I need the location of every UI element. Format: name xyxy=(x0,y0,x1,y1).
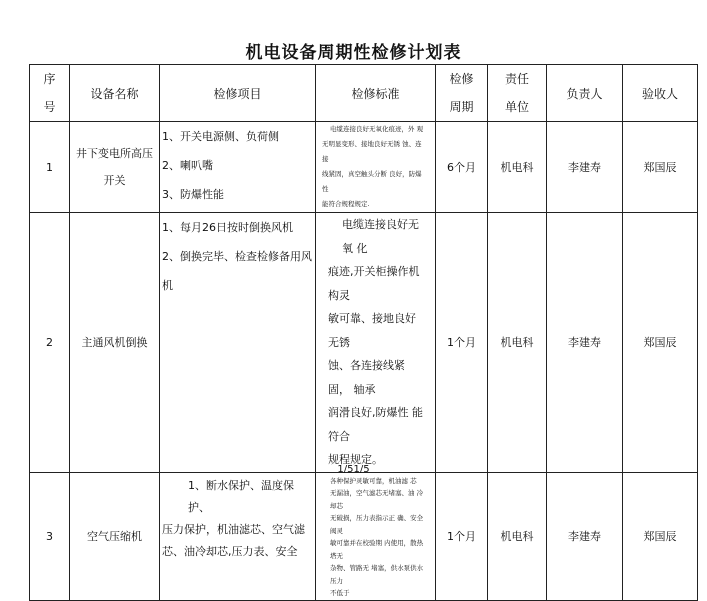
row-owner: 李建寿 xyxy=(547,472,623,600)
row-standard: 电缆连接良好无氧 化 痕迹,开关柜操作机 构灵 敏可靠、接地良好 无锈 蚀、各连接线紧固， 轴承 润滑良好,防爆性 能符合 规程规定。 xyxy=(316,213,436,473)
header-cycle: 检修 周期 xyxy=(436,65,488,122)
header-inspector: 验收人 xyxy=(623,65,698,122)
maintenance-plan-table xyxy=(29,64,698,601)
row-items: 1、开关电源侧、负荷侧 2、喇叭嘴 3、防爆性能 xyxy=(160,122,316,213)
header-items: 检修项目 xyxy=(160,65,316,122)
table-row xyxy=(30,122,698,213)
row-seq: 1 xyxy=(30,122,70,213)
row-owner: 李建寿 xyxy=(547,213,623,473)
row-inspector: 郑国辰 xyxy=(623,122,698,213)
row-equipment: 主通风机倒换 xyxy=(70,213,160,473)
page-number: 1/51/5 xyxy=(337,464,370,475)
row-standard: 电缆连接良好无氧化痕迹，外 观 无明显变形、接地良好无锈 蚀、连接 线紧固，真空触头分断 良好，防爆性 能符合规程规定. xyxy=(316,122,436,213)
row-seq: 2 xyxy=(30,213,70,473)
row-cycle: 6个月 xyxy=(436,122,488,213)
row-items: 1、每月26日按时倒换风机 2、倒换完毕、检查检修备用风机 xyxy=(160,213,316,473)
row-standard: 各种保护灵敏可靠，机油滤 芯 无漏油，空气滤芯无堵塞、油 冷却芯 无破损，压力表指示正 确、安全阀灵 敏可靠并在校验期 内使用，散热塔无 杂物、管路无 堵塞，供水泵供水压力 不低于 xyxy=(316,472,436,600)
row-equipment: 空气压缩机 xyxy=(70,472,160,600)
page-title: 机电设备周期性检修计划表 xyxy=(245,43,462,63)
row-cycle: 1个月 xyxy=(436,213,488,473)
row-inspector: 郑国辰 xyxy=(623,213,698,473)
row-unit: 机电科 xyxy=(488,472,547,600)
row-equipment: 井下变电所高压开关 xyxy=(70,122,160,213)
table-header-row xyxy=(30,65,698,122)
row-cycle: 1个月 xyxy=(436,472,488,600)
header-equipment: 设备名称 xyxy=(70,65,160,122)
table-row xyxy=(30,472,698,600)
row-inspector: 郑国辰 xyxy=(623,472,698,600)
header-owner: 负责人 xyxy=(547,65,623,122)
table-row xyxy=(30,213,698,473)
row-unit: 机电科 xyxy=(488,122,547,213)
header-seq: 序 号 xyxy=(30,65,70,122)
row-unit: 机电科 xyxy=(488,213,547,473)
row-owner: 李建寿 xyxy=(547,122,623,213)
row-seq: 3 xyxy=(30,472,70,600)
row-items: 1、断水保护、温度保护、 压力保护，机油滤芯、空气滤 芯、油冷却芯,压力表、安全 xyxy=(160,472,316,600)
header-standard: 检修标准 xyxy=(316,65,436,122)
header-unit: 责任 单位 xyxy=(488,65,547,122)
